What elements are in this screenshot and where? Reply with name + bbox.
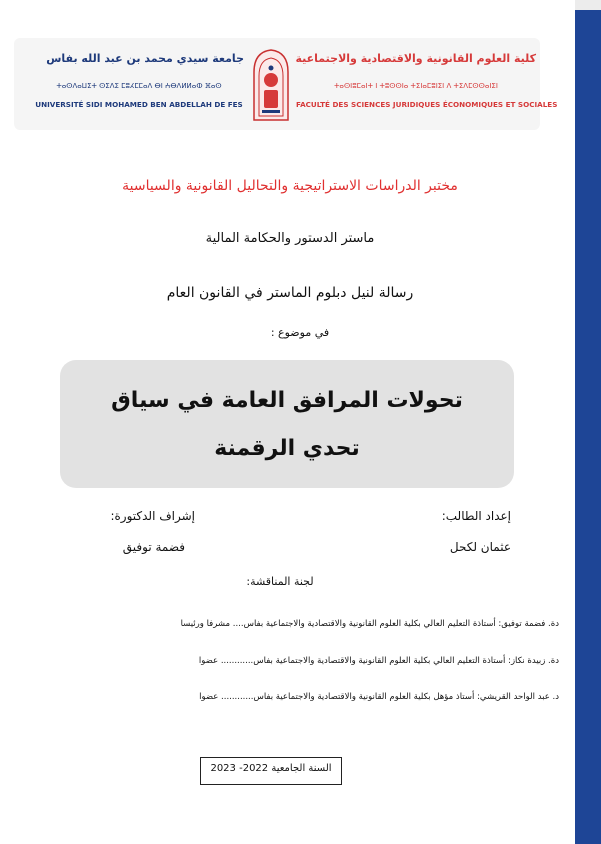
thesis-purpose: رسالة لنيل دبلوم الماستر في القانون العام (166, 285, 414, 301)
title-box (60, 360, 514, 488)
thesis-title-line1: تحولات المرافق العامة في سياق (111, 388, 463, 413)
academic-year: السنة الجامعية 2022- 2023 (210, 763, 332, 774)
student-name: عثمان لكحل (449, 540, 511, 554)
supervision-label: إشراف الدكتورة: (110, 509, 195, 523)
committee-member: د. عبد الواحد القريشي: أستاذ مؤهل بكلية العلوم القانونية والاقتصادية والاجتماعية بفاس............ عضوا (199, 692, 559, 702)
supervisor-name: فضمة توفيق (122, 540, 185, 554)
faculty-name-tifinagh: ⵜⴰⵙⵏⵓⵎⴰⵏⵜ ⵏ ⵜⵓⵙⵙⵏⴰ ⵜⵉⵏⴰⵎⵓⵏⵉⵏ ⴷ ⵜⵉⴷⵎⵙⵙⴰⵏⵉⵏ (334, 82, 498, 90)
faculty-name-fr: FACULTÉ DES SCIENCES JURIDIQUES ÉCONOMIQUES ET SOCIALES (296, 100, 558, 109)
committee-member: دة. فضمة توفيق: أستاذة التعليم العالي بكلية العلوم القانونية والاقتصادية والاجتماعية بفاس.... مشرفا ورئيسا (180, 619, 559, 629)
committee-member: دة. زبيدة نكاز: أستاذة التعليم العالي بكلية العلوم القانونية والاقتصادية والاجتماعية بفاس............ عضوا (198, 656, 559, 666)
header-banner (14, 38, 558, 130)
prepared-by-label: إعداد الطالب: (441, 509, 511, 523)
committee-label: لجنة المناقشة: (246, 575, 314, 588)
faculty-name-ar: كلية العلوم القانونية والاقتصادية والاجتماعية (295, 52, 536, 65)
master-program: ماستر الدستور والحكامة المالية (205, 231, 375, 246)
subject-label: في موضوع : (270, 326, 330, 339)
lab-name: مختبر الدراسات الاستراتيجية والتحاليل القانونية والسياسية (122, 178, 458, 194)
university-seal-icon (250, 46, 292, 122)
university-name-ar: جامعة سيدي محمد بن عبد الله بفاس (46, 52, 244, 65)
university-name-fr: UNIVERSITÉ SIDI MOHAMED BEN ABDELLAH DE FES (35, 100, 243, 109)
thesis-title-line2: تحدي الرقمنة (214, 436, 360, 461)
university-name-tifinagh: ⵜⴰⵙⴷⴰⵡⵉⵜ ⵙⵉⴷⵉ ⵎⵓⵃⵎⵎⴰⴷ ⴱⵏ ⵄⴱⴷⵍⵍⴰⵀ ⴼⴰⵙ (56, 82, 222, 90)
right-sidebar-bar (575, 10, 601, 844)
